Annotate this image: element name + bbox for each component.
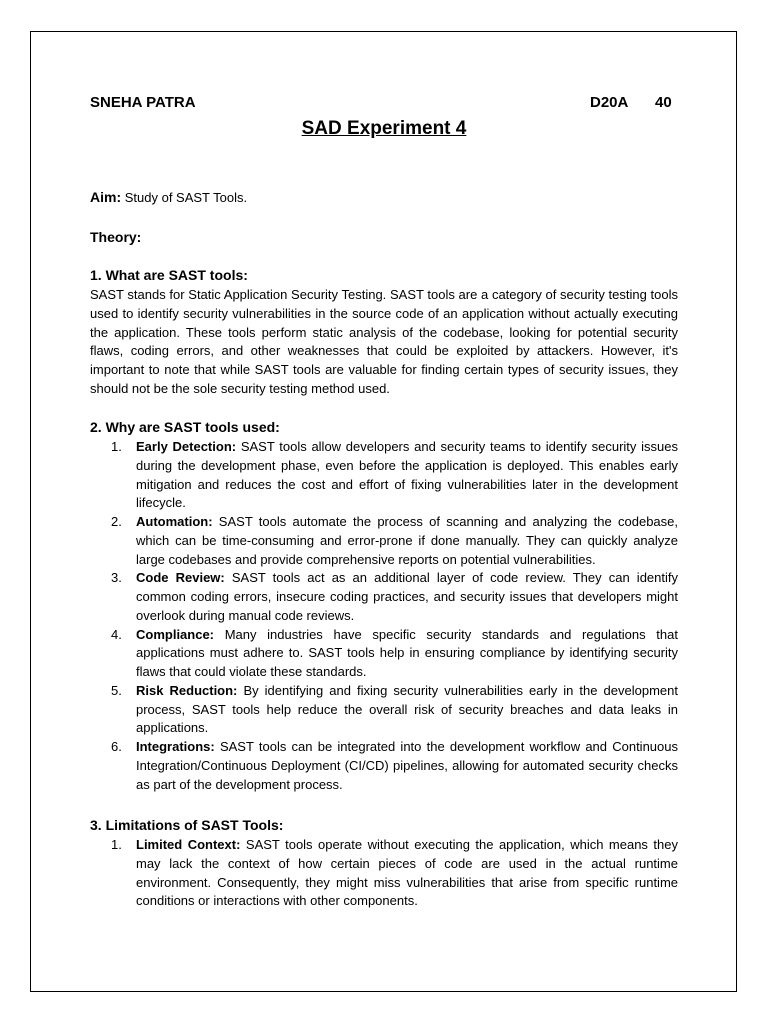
item-text: SAST tools act as an additional layer of code review. They can identify common coding errors, insecure coding practices, and security issues that developers might overlook during manual code reviews.	[136, 570, 678, 623]
theory-label: Theory:	[90, 229, 142, 245]
list-number: 6.	[111, 739, 122, 754]
section2-heading: 2. Why are SAST tools used:	[90, 419, 280, 435]
division: D20A	[590, 94, 629, 111]
list-number: 4.	[111, 626, 122, 642]
section1-paragraph: SAST stands for Static Application Security Testing. SAST tools are a category of security testing tools used to identify security vulnerabilities in the source code of an application without actually executing the application. These tools perform static analysis of the codebase, looking for potential security flaws, coding errors, and other weaknesses that could be exploited by attackers. However, it's important to note that while SAST tools are valuable for finding certain types of security issues, they should not be the sole security testing method used.	[90, 287, 678, 396]
aim-text: Study of SAST Tools.	[121, 190, 248, 205]
student-name: SNEHA PATRA	[90, 94, 196, 111]
item-text: SAST tools automate the process of scanning and analyzing the codebase, which can be time-consuming and error-prone if done manually. They can quickly analyze large codebases and provide comprehensive reports on potential vulnerabilities.	[136, 514, 678, 567]
section1-heading: 1. What are SAST tools:	[90, 267, 248, 283]
section2-list	[90, 438, 678, 794]
item-label: Compliance:	[136, 626, 215, 642]
list-item	[90, 738, 678, 794]
item-text: Many industries have specific security standards and regulations that applications must adhere to. SAST tools help in ensuring compliance by identifying security flaws that could violate these standards.	[136, 626, 678, 679]
item-text: SAST tools allow developers and security teams to identify security issues during the development phase, even before the application is deployed. This enables early mitigation and reduces the cost and effort of fixing vulnerabilities later in the development lifecycle.	[136, 439, 678, 511]
section3-heading: 3. Limitations of SAST Tools:	[90, 817, 284, 833]
list-item	[90, 836, 678, 911]
item-text: SAST tools operate without executing the application, which means they may lack the context of how certain pieces of code are used in the actual runtime environment. Consequently, they might miss vulnerabilities that arise from specific runtime conditions or interactions with other components.	[136, 837, 678, 909]
section3-list	[90, 836, 678, 911]
list-item	[90, 513, 678, 569]
list-number: 1.	[111, 837, 122, 852]
item-text: By identifying and fixing security vulnerabilities early in the development process, SAST tools help reduce the overall risk of security breaches and data leaks in applications.	[136, 682, 678, 736]
aim-line	[90, 189, 247, 205]
item-label: Integrations:	[136, 739, 215, 754]
list-item	[90, 438, 678, 513]
list-number: 5.	[111, 682, 122, 698]
aim-label: Aim:	[90, 189, 122, 205]
list-number: 3.	[111, 570, 122, 586]
list-number: 1.	[111, 439, 122, 454]
list-item	[90, 682, 678, 738]
item-label: Early Detection:	[136, 439, 237, 454]
item-label: Code Review:	[136, 570, 225, 586]
page-title: SAD Experiment 4	[301, 118, 467, 139]
list-item	[90, 569, 678, 625]
list-number: 2.	[111, 514, 122, 529]
roll-number: 40	[655, 94, 672, 111]
item-label: Limited Context:	[136, 837, 241, 852]
item-label: Automation:	[136, 514, 213, 529]
item-label: Risk Reduction:	[136, 682, 238, 698]
item-text: SAST tools can be integrated into the development workflow and Continuous Integration/Continuous Deployment (CI/CD) pipelines, allowing for automated security checks as part of the development process.	[136, 739, 678, 792]
list-item	[90, 626, 678, 682]
